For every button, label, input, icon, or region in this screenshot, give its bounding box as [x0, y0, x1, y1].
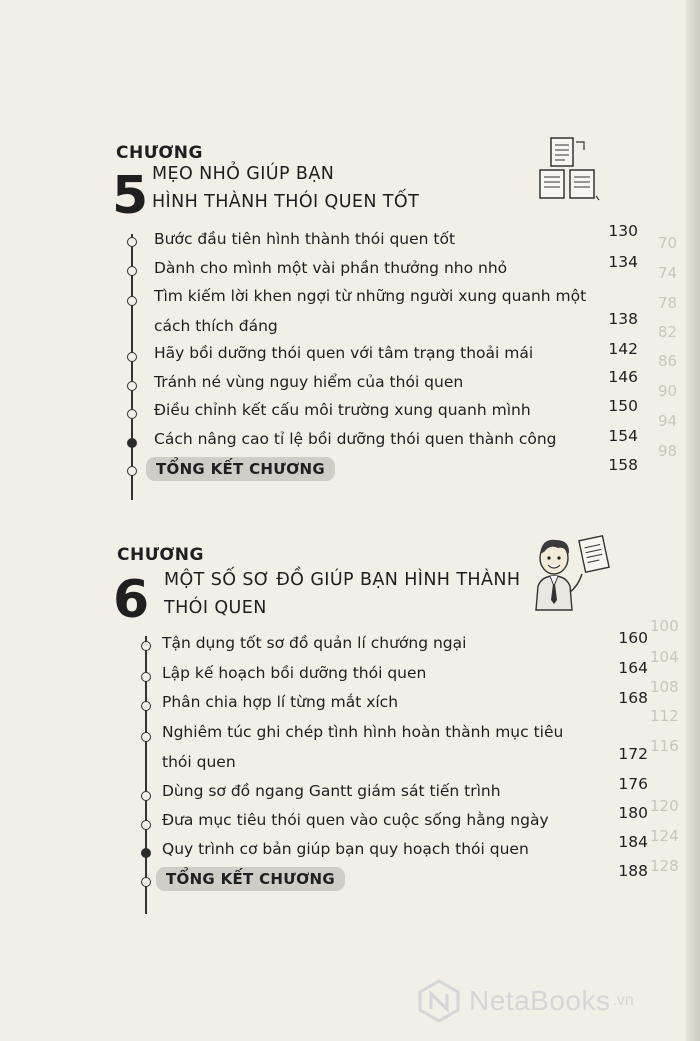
- timeline-dot: [127, 409, 137, 419]
- chapter-title: [152, 160, 419, 216]
- timeline-dot: [127, 266, 137, 276]
- timeline-dot: [141, 877, 151, 887]
- timeline-dot: [141, 791, 151, 801]
- chapter-number: 6: [113, 570, 150, 630]
- chapter-title-line: HÌNH THÀNH THÓI QUEN TỐT: [152, 192, 420, 212]
- toc-entry-title[interactable]: Tìm kiếm lời khen ngợi từ những người xung quanh một: [154, 287, 587, 305]
- show-through-mark: 98: [658, 442, 678, 460]
- show-through-mark: 124: [650, 827, 679, 845]
- show-through-mark: 128: [650, 857, 679, 875]
- toc-page-number: 134: [608, 253, 638, 271]
- toc-entry-title-cont[interactable]: cách thích đáng: [154, 317, 278, 335]
- toc-page-number: 172: [618, 745, 648, 763]
- toc-page-number: 146: [608, 368, 638, 386]
- timeline-dot: [141, 701, 151, 711]
- show-through-mark: 86: [658, 352, 678, 370]
- show-through-mark: 70: [658, 234, 678, 252]
- documents-icon: [538, 136, 602, 206]
- toc-entry-title[interactable]: Tận dụng tốt sơ đồ quản lí chướng ngại: [162, 634, 467, 652]
- show-through-mark: 74: [658, 264, 678, 282]
- chapter-title: [164, 566, 520, 622]
- toc-entry-title[interactable]: Quy trình cơ bản giúp bạn quy hoạch thói quen: [162, 840, 529, 858]
- timeline-dot: [127, 237, 137, 247]
- timeline-dot: [141, 820, 151, 830]
- toc-page-number: 138: [608, 310, 638, 328]
- timeline-dot: [127, 352, 137, 362]
- timeline-dot: [141, 672, 151, 682]
- show-through-mark: 90: [658, 382, 678, 400]
- toc-entry-title[interactable]: Hãy bồi dưỡng thói quen với tâm trạng thoải mái: [154, 344, 534, 362]
- watermark-brand: NetaBooks: [469, 985, 611, 1016]
- chapter-summary-badge[interactable]: TỔNG KẾT CHƯƠNG: [156, 867, 345, 891]
- businessman-icon: [530, 534, 612, 614]
- toc-entry-title[interactable]: Phân chia hợp lí từng mắt xích: [162, 693, 399, 711]
- toc-entry-title[interactable]: Điều chỉnh kết cấu môi trường xung quanh mình: [154, 401, 531, 419]
- toc-page-number: 188: [618, 862, 648, 880]
- toc-page-number: 164: [618, 659, 648, 677]
- timeline-dot-filled: [127, 438, 137, 448]
- watermark-suffix: .vn: [612, 992, 634, 1009]
- toc-page-number: 158: [608, 456, 638, 474]
- toc-entry-title[interactable]: Lập kế hoạch bồi dưỡng thói quen: [162, 664, 427, 682]
- timeline-dot: [127, 466, 137, 476]
- chapter-label: CHƯƠNG: [117, 545, 204, 565]
- show-through-mark: 112: [650, 707, 679, 725]
- toc-page-number: 142: [608, 340, 638, 358]
- toc-entry-title[interactable]: Cách nâng cao tỉ lệ bồi dưỡng thói quen thành công: [154, 430, 557, 448]
- timeline-dot-filled: [141, 848, 151, 858]
- show-through-mark: 116: [650, 737, 679, 755]
- timeline-dot: [141, 732, 151, 742]
- chapter-label: CHƯƠNG: [116, 143, 203, 163]
- chapter-summary-badge[interactable]: TỔNG KẾT CHƯƠNG: [146, 457, 335, 481]
- toc-page-number: 154: [608, 427, 638, 445]
- toc-page-number: 176: [618, 775, 648, 793]
- toc-page-number: 180: [618, 804, 648, 822]
- show-through-mark: 108: [650, 678, 679, 696]
- netabooks-logo-icon: [417, 979, 461, 1023]
- toc-entry-title[interactable]: Nghiêm túc ghi chép tình hình hoàn thành mục tiêu: [162, 723, 564, 741]
- timeline-dot: [141, 641, 151, 651]
- toc-entry-title[interactable]: Dùng sơ đồ ngang Gantt giám sát tiến trình: [162, 782, 501, 800]
- chapter-title-line: MỘT SỐ SƠ ĐỒ GIÚP BẠN HÌNH THÀNH: [164, 570, 521, 590]
- chapter-title-line: MẸO NHỎ GIÚP BẠN: [152, 164, 335, 184]
- toc-page-number: 130: [608, 222, 638, 240]
- page-spine-shadow: [686, 0, 700, 1041]
- toc-entry-title[interactable]: Dành cho mình một vài phần thưởng nho nhỏ: [154, 259, 508, 277]
- show-through-mark: 78: [658, 294, 678, 312]
- show-through-mark: 104: [650, 648, 679, 666]
- show-through-mark: 94: [658, 412, 678, 430]
- show-through-mark: 82: [658, 323, 678, 341]
- toc-page-number: 168: [618, 689, 648, 707]
- toc-page-number: 160: [618, 629, 648, 647]
- toc-page-number: 184: [618, 833, 648, 851]
- toc-entry-title[interactable]: Đưa mục tiêu thói quen vào cuộc sống hằng ngày: [162, 811, 549, 829]
- timeline-dot: [127, 296, 137, 306]
- chapter-title-line: THÓI QUEN: [164, 598, 267, 618]
- toc-page-number: 150: [608, 397, 638, 415]
- toc-entry-title[interactable]: Bước đầu tiên hình thành thói quen tốt: [154, 230, 456, 248]
- show-through-mark: 120: [650, 797, 679, 815]
- toc-entry-title[interactable]: Tránh né vùng nguy hiểm của thói quen: [154, 373, 464, 391]
- toc-entry-title-cont[interactable]: thói quen: [162, 753, 236, 771]
- chapter-number: 5: [112, 166, 149, 226]
- show-through-mark: 100: [650, 617, 679, 635]
- timeline-dot: [127, 381, 137, 391]
- watermark: [417, 976, 687, 1026]
